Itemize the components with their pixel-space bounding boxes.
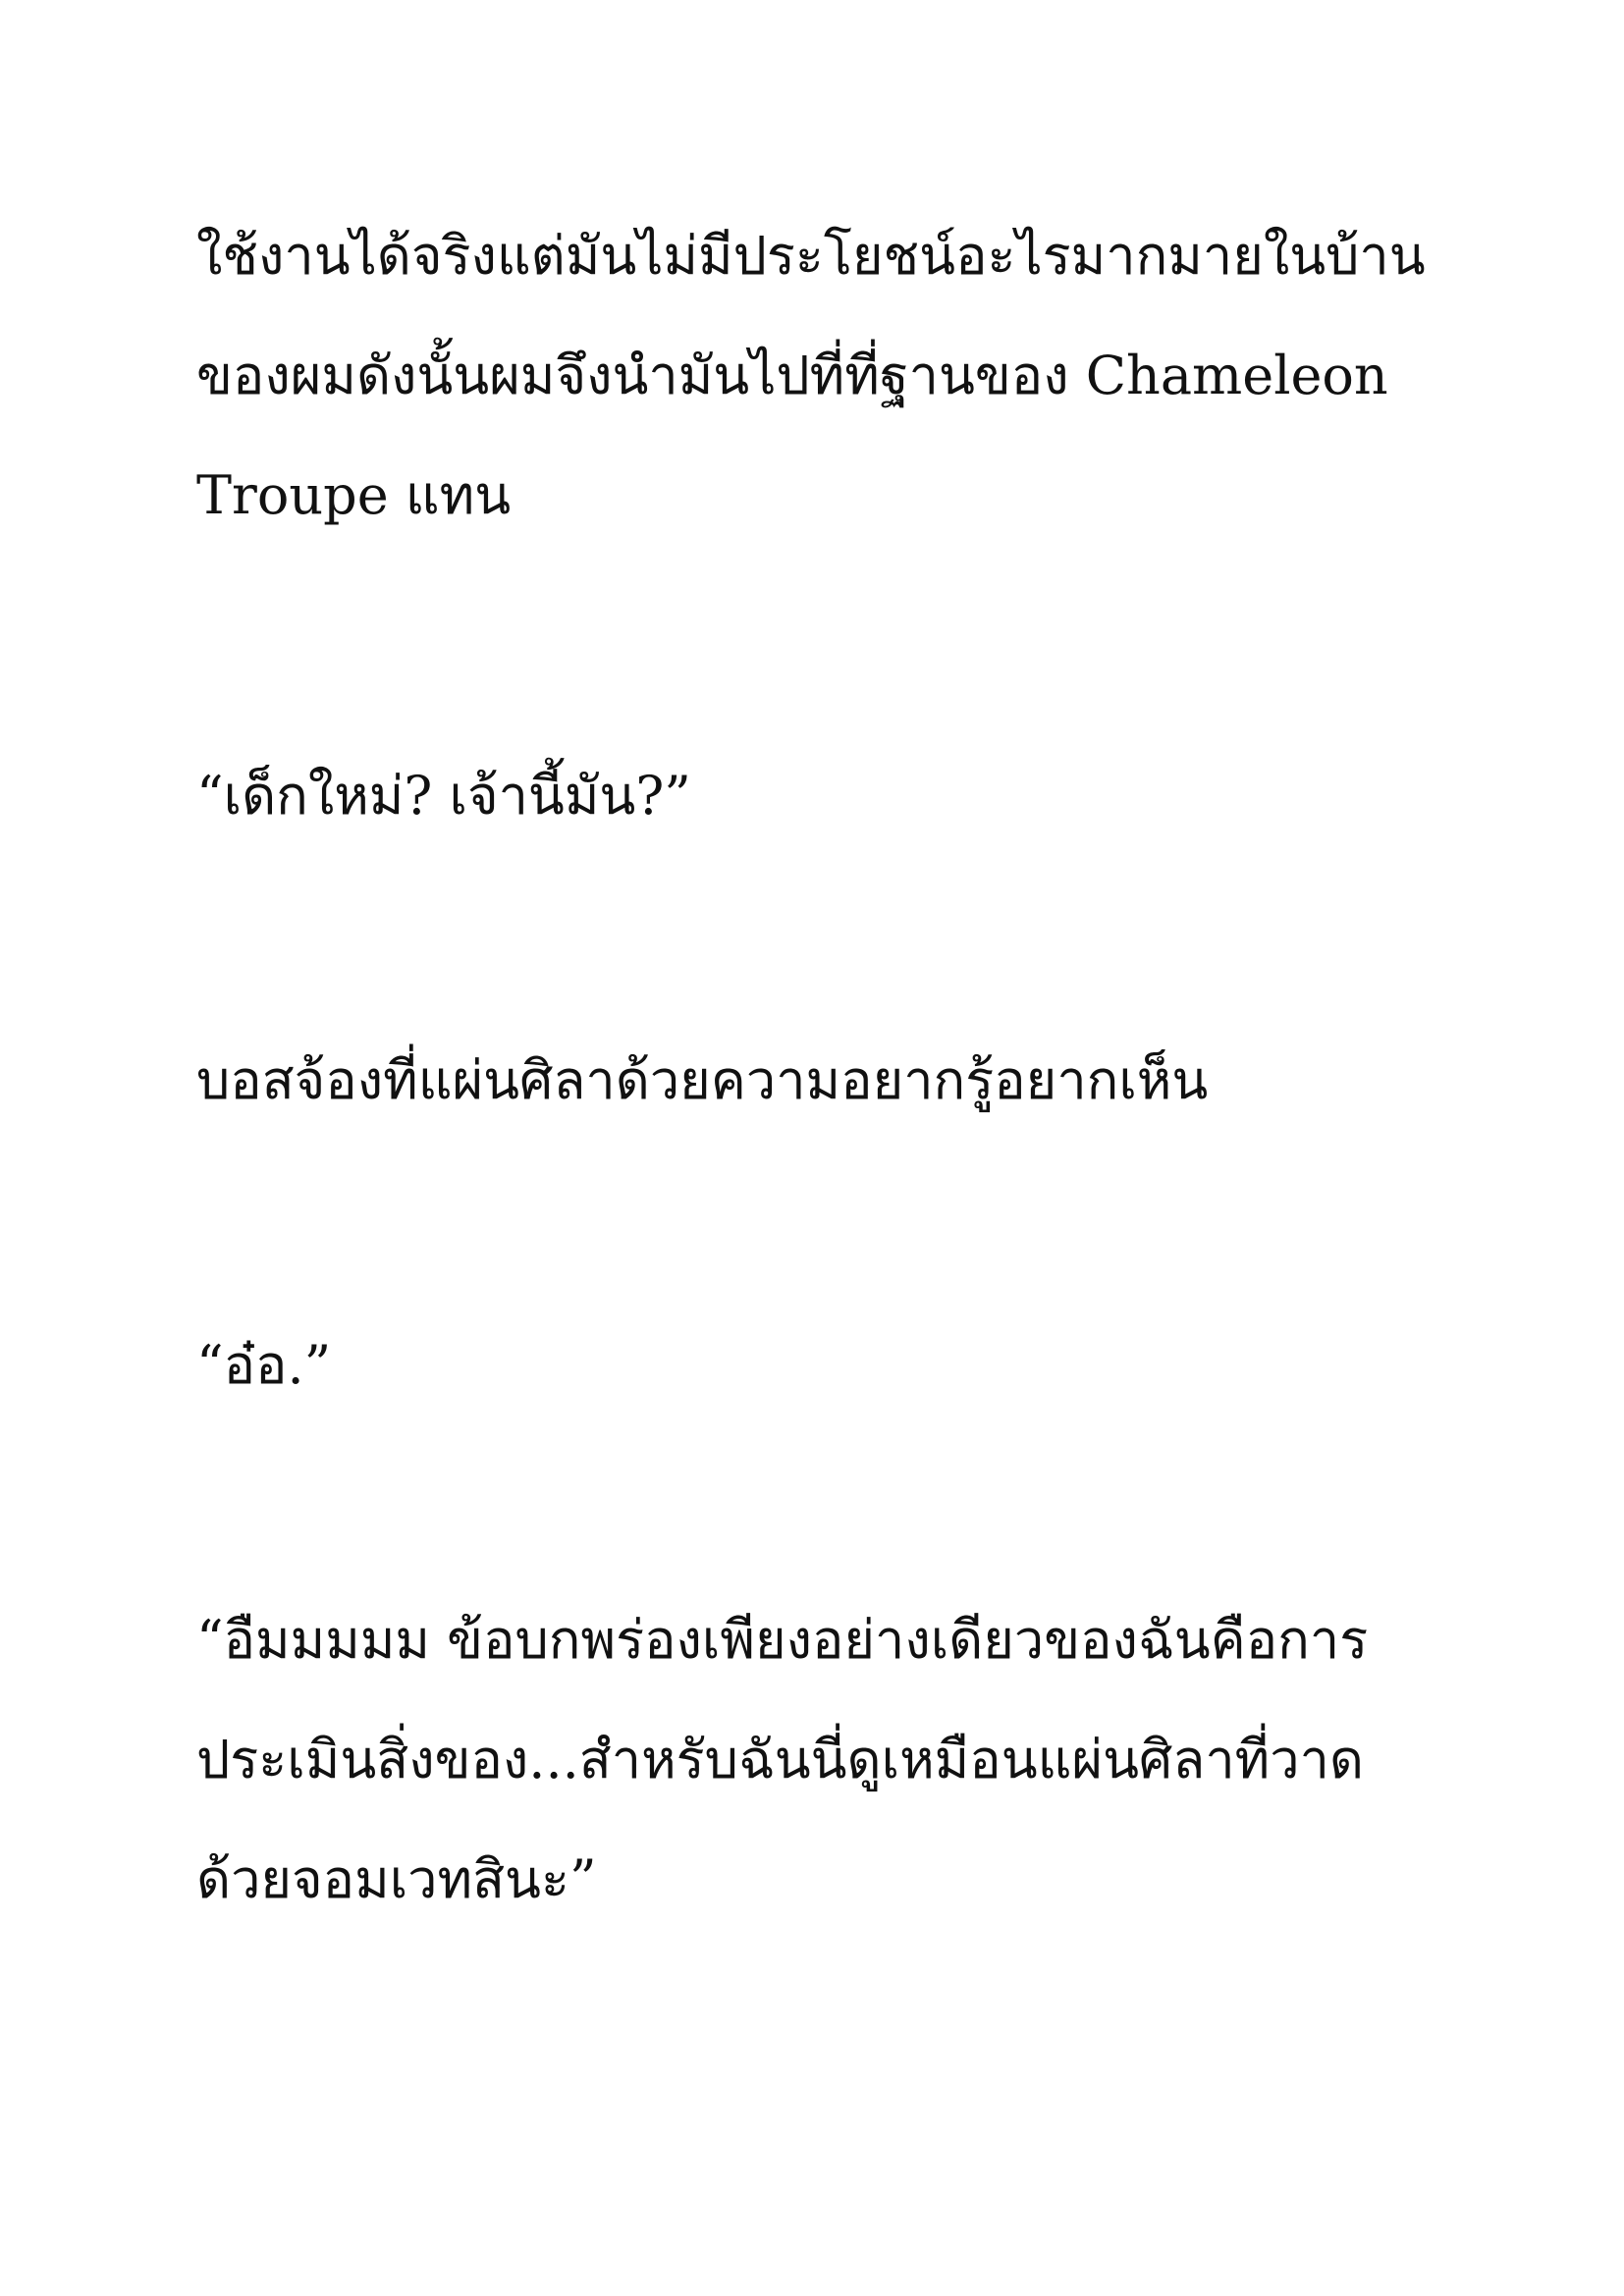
- paragraph-narration-1: [196, 196, 1473, 556]
- text-line: ประเมินสิ่งของ...สำหรับฉันนี่ดูเหมือนแผ่นศิลาที่วาด: [196, 1729, 1364, 1790]
- paragraph-dialogue-1: [196, 736, 1473, 856]
- text-line: ด้วยจอมเวทสินะ”: [196, 1848, 597, 1910]
- text-line: ของผมดังนั้นผมจึงนำมันไปที่ที่ฐานของ Chameleon: [196, 345, 1388, 406]
- text-line: “อ๋อ.”: [196, 1334, 332, 1396]
- paragraph-dialogue-2: [196, 1306, 1473, 1425]
- text-line: บอสจ้องที่แผ่นศิลาด้วยความอยากรู้อยากเห็น: [196, 1049, 1209, 1111]
- text-line: “อืมมมมม ข้อบกพร่องเพียงอย่างเดียวของฉันคือการ: [196, 1609, 1369, 1671]
- text-line: Troupe แทน: [196, 464, 512, 526]
- text-line: ใช้งานได้จริงแต่มันไม่มีประโยชน์อะไรมากมายในบ้าน: [196, 225, 1426, 287]
- text-line: “เด็กใหม่? เจ้านี้มัน?”: [196, 765, 691, 827]
- paragraph-dialogue-3: [196, 1580, 1473, 1940]
- paragraph-narration-2: [196, 1021, 1473, 1141]
